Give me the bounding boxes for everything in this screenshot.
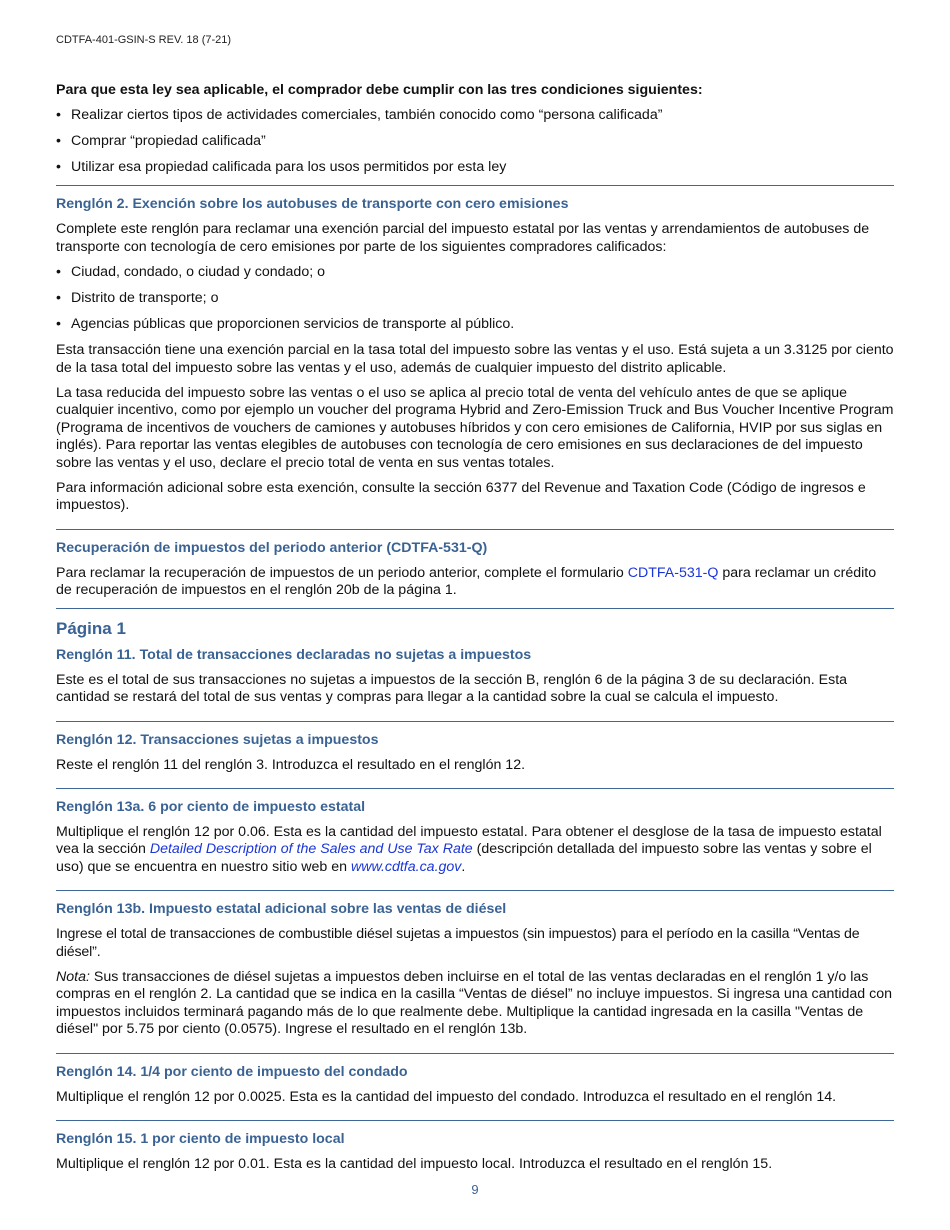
intro-lead: Para que esta ley sea aplicable, el comprador debe cumplir con las tres condiciones siguientes: — [56, 82, 703, 98]
line13b-note — [56, 969, 894, 1039]
line2-paragraph: Complete este renglón para reclamar una exención parcial del impuesto estatal por las ventas y arrendamientos de autobuses de transporte con tecnología de cero emisiones por parte de los siguientes compradores calificados: — [56, 221, 870, 255]
line2-paragraph: Esta transacción tiene una exención parcial en la tasa total del impuesto sobre las ventas y el uso. Está sujeta a un 3.3125 por ciento de la tasa total del impuesto sobre las ventas y el uso, además de cualquier impuesto del distrito aplicable. — [56, 342, 894, 376]
line12-paragraph: Reste el renglón 11 del renglón 3. Introduzca el resultado en el renglón 12. — [56, 756, 526, 773]
recovery-paragraph — [56, 565, 894, 600]
cdtfa-531-q-link[interactable]: CDTFA-531-Q — [627, 564, 719, 581]
page1-heading: Página 1 — [56, 618, 126, 638]
line13a-text: Multiplique el renglón 12 por 0.06. Esta es la cantidad del impuesto estatal. Para obtener el desglose de la tasa de impuesto estatal vea la sección — [56, 823, 882, 858]
line13b-paragraph: Ingrese el total de transacciones de combustible diésel sujetas a impuestos (sin impuestos) para el período en la casilla “Ventas de diésel”. — [56, 926, 860, 960]
section-divider — [56, 185, 894, 186]
line14-paragraph: Multiplique el renglón 12 por 0.0025. Esta es la cantidad del impuesto del condado. Introduzca el resultado en el renglón 14. — [56, 1088, 837, 1105]
line2-buyers-list — [56, 264, 894, 333]
list-item: • Utilizar esa propiedad calificada para los usos permitidos por esta ley — [56, 159, 894, 176]
recovery-text: Para reclamar la recuperación de impuestos de un periodo anterior, complete el formulario — [56, 564, 628, 581]
section-divider — [56, 890, 894, 891]
section-title-line2: Renglón 2. Exención sobre los autobuses de transporte con cero emisiones — [56, 196, 569, 213]
line15-paragraph: Multiplique el renglón 12 por 0.01. Esta es la cantidad del impuesto local. Introduzca el resultado en el renglón 15. — [56, 1155, 773, 1172]
page-number: 9 — [471, 1182, 479, 1197]
section-divider — [56, 1053, 894, 1054]
section-divider — [56, 529, 894, 530]
line11-paragraph: Este es el total de sus transacciones no sujetas a impuestos de la sección B, renglón 6 de la página 3 de su declaración. Esta cantidad se restará del total de sus ventas y compras para llegar a la cantidad sobre la cual se calcula el impuesto. — [56, 671, 848, 706]
form-id: CDTFA-401-GSIN-S REV. 18 (7-21) — [56, 34, 232, 46]
cdtfa-website-link[interactable]: www.cdtfa.ca.gov — [350, 858, 462, 875]
line13a-paragraph — [56, 824, 894, 876]
section-title-recovery: Recuperación de impuestos del periodo anterior (CDTFA-531-Q) — [56, 539, 488, 556]
document-body — [56, 82, 894, 1181]
intro-conditions-list — [56, 107, 894, 176]
section-title-line12: Renglón 12. Transacciones sujetas a impuestos — [56, 731, 379, 748]
note-label: Nota: — [56, 968, 90, 985]
list-item: • Comprar “propiedad calificada” — [56, 133, 894, 150]
list-item: • Ciudad, condado, o ciudad y condado; o — [56, 264, 894, 281]
line13a-text: . — [461, 858, 466, 875]
line13a-text: (descripción detallada del impuesto sobre las ventas y sobre el uso) que se encuentra en nuestro sitio web en — [56, 841, 872, 875]
section-title-line14: Renglón 14. 1/4 por ciento de impuesto del condado — [56, 1063, 408, 1080]
recovery-text: para reclamar un crédito de recuperación de impuestos en el renglón 20b de la página 1. — [56, 564, 877, 599]
line2-paragraph: Para información adicional sobre esta exención, consulte la sección 6377 del Revenue and Taxation Code (Código de ingresos e impuestos). — [56, 480, 866, 514]
section-title-line13a: Renglón 13a. 6 por ciento de impuesto estatal — [56, 798, 366, 815]
section-divider — [56, 721, 894, 722]
list-item: • Agencias públicas que proporcionen servicios de transporte al público. — [56, 316, 894, 333]
list-item: • Realizar ciertos tipos de actividades comerciales, también conocido como “persona calificada” — [56, 107, 894, 124]
line2-paragraph: La tasa reducida del impuesto sobre las ventas o el uso se aplica al precio total de venta del vehículo antes de que se aplique cualquier incentivo, como por ejemplo un voucher del programa Hybrid and Zero-Emission Truck and Bus Voucher Incentive Program (Programa de incentivos de vouchers de camiones y autobuses híbridos y con cero emisiones de California, HVIP por sus siglas en inglés). Para reportar las ventas elegibles de autobuses con tecnología de cero emisiones en sus declaraciones de del impuesto sobre las ventas y el uso, declare el precio total de venta en sus ventas totales. — [56, 385, 894, 471]
section-title-line11: Renglón 11. Total de transacciones declaradas no sujetas a impuestos — [56, 646, 532, 663]
section-title-line13b: Renglón 13b. Impuesto estatal adicional sobre las ventas de diésel — [56, 901, 507, 918]
note-text: Sus transacciones de diésel sujetas a impuestos deben incluirse en el total de las ventas declaradas en el renglón 1 y/o las compras en el renglón 2. La cantidad que se indica en la casilla “Ventas de diésel” no incluye impuestos. Si ingresa una cantidad con impuestos incluidos terminará pagando más de lo que realmente debe. Multiplique la cantidad ingresada en la casilla "Ventas de diésel" por 5.75 por ciento (0.0575). Ingrese el resultado en el renglón 13b. — [56, 968, 893, 1038]
section-divider — [56, 608, 894, 609]
section-divider — [56, 788, 894, 789]
list-item: • Distrito de transporte; o — [56, 290, 894, 307]
section-divider — [56, 1120, 894, 1121]
section-title-line15: Renglón 15. 1 por ciento de impuesto local — [56, 1130, 345, 1147]
tax-rate-description-link[interactable]: Detailed Description of the Sales and Use Tax Rate — [149, 841, 473, 858]
